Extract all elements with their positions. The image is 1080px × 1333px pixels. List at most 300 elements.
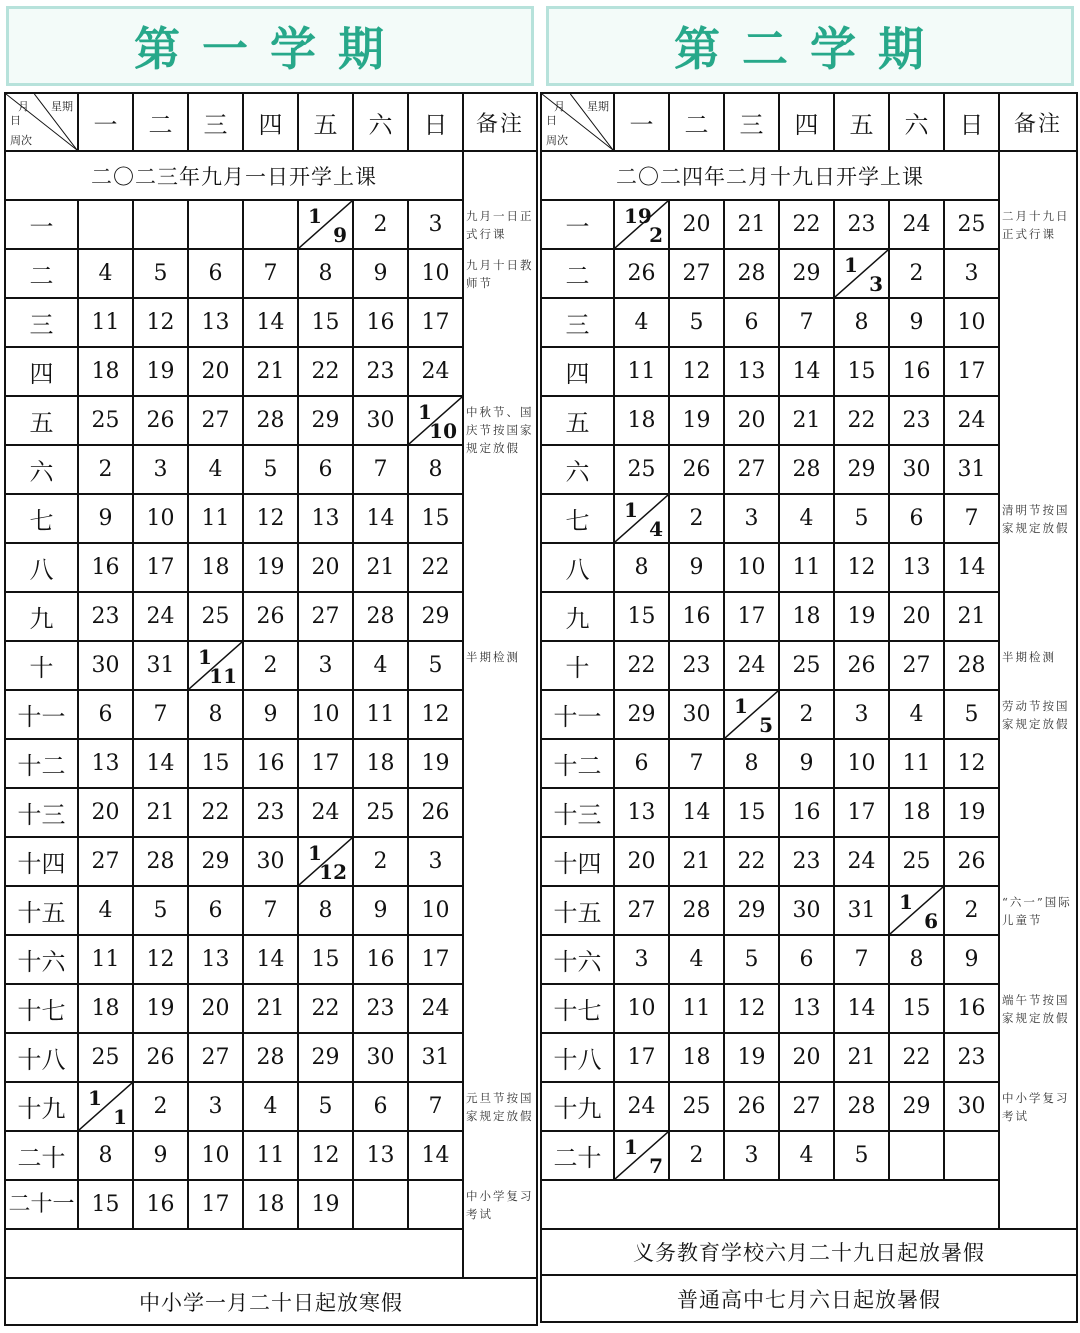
footer-row xyxy=(541,1229,1077,1275)
date-cell: 20 xyxy=(614,837,669,886)
week-number: 三 xyxy=(541,298,614,347)
date-cell: 23 xyxy=(353,984,408,1033)
week-row xyxy=(541,592,1077,641)
weekday-header-row xyxy=(541,93,1077,151)
date-cell: 2 xyxy=(353,200,408,249)
month-number: 1 xyxy=(308,204,322,228)
date-cell: 26 xyxy=(133,396,188,445)
date-cell: 8 xyxy=(889,935,944,984)
corner-weekday-label: 星期 xyxy=(587,100,609,113)
week-row xyxy=(541,788,1077,837)
date-cell xyxy=(78,200,133,249)
day-number: 10 xyxy=(429,419,457,443)
date-cell: 12 xyxy=(669,347,724,396)
week-row xyxy=(541,494,1077,543)
date-cell: 12 xyxy=(133,298,188,347)
date-cell: 18 xyxy=(614,396,669,445)
date-cell xyxy=(243,200,298,249)
date-cell: 10 xyxy=(944,298,999,347)
date-cell: 4 xyxy=(188,445,243,494)
week-number: 十一 xyxy=(541,690,614,739)
week-number: 十一 xyxy=(5,690,78,739)
semester-start-row xyxy=(5,151,537,200)
week-row xyxy=(5,445,537,494)
date-cell: 27 xyxy=(188,1033,243,1082)
week-number: 十九 xyxy=(541,1082,614,1131)
date-cell: 13 xyxy=(779,984,834,1033)
corner-month-label: 月 xyxy=(554,100,565,113)
date-cell: 10 xyxy=(408,249,463,298)
corner-week-number-label: 周次 xyxy=(10,134,32,147)
date-cell: 4 xyxy=(889,690,944,739)
weekday-header: 六 xyxy=(353,93,408,151)
month-start-date xyxy=(299,838,352,885)
date-cell: 21 xyxy=(834,1033,889,1082)
date-cell: 27 xyxy=(889,641,944,690)
date-cell: 24 xyxy=(408,347,463,396)
week-number: 九 xyxy=(5,592,78,641)
date-cell: 22 xyxy=(724,837,779,886)
date-cell: 27 xyxy=(298,592,353,641)
date-cell: 15 xyxy=(78,1180,133,1229)
week-row xyxy=(541,1033,1077,1082)
week-row xyxy=(541,984,1077,1033)
weekday-header: 三 xyxy=(188,93,243,151)
date-cell xyxy=(834,249,889,298)
date-cell: 29 xyxy=(724,886,779,935)
date-cell: 20 xyxy=(188,347,243,396)
date-cell xyxy=(298,837,353,886)
date-cell: 9 xyxy=(889,298,944,347)
corner-month-label: 月 xyxy=(18,100,29,113)
remark-note: 清明节按国家规定放假 xyxy=(1002,503,1070,535)
day-number: 2 xyxy=(649,223,663,247)
date-cell: 26 xyxy=(724,1082,779,1131)
date-cell: 8 xyxy=(834,298,889,347)
date-cell: 23 xyxy=(834,200,889,249)
date-cell: 12 xyxy=(834,543,889,592)
date-cell: 8 xyxy=(78,1131,133,1180)
date-cell: 30 xyxy=(669,690,724,739)
date-cell: 6 xyxy=(614,739,669,788)
week-number: 八 xyxy=(5,543,78,592)
date-cell: 17 xyxy=(408,935,463,984)
date-cell: 2 xyxy=(944,886,999,935)
date-cell: 17 xyxy=(133,543,188,592)
remark-note: 端午节按国家规定放假 xyxy=(1002,993,1070,1025)
week-number: 四 xyxy=(541,347,614,396)
date-cell: 25 xyxy=(188,592,243,641)
day-number: 9 xyxy=(333,223,347,247)
date-cell xyxy=(408,396,463,445)
date-cell: 19 xyxy=(834,592,889,641)
date-cell: 3 xyxy=(408,837,463,886)
date-cell: 25 xyxy=(78,396,133,445)
date-cell: 8 xyxy=(408,445,463,494)
week-number: 十七 xyxy=(5,984,78,1033)
month-number: 1 xyxy=(418,400,432,424)
week-number: 十八 xyxy=(541,1033,614,1082)
week-number: 五 xyxy=(5,396,78,445)
date-cell: 19 xyxy=(133,984,188,1033)
date-cell: 21 xyxy=(133,788,188,837)
date-cell: 9 xyxy=(78,494,133,543)
date-cell: 10 xyxy=(834,739,889,788)
date-cell: 28 xyxy=(243,396,298,445)
date-cell xyxy=(133,200,188,249)
day-number: 4 xyxy=(649,517,663,541)
week-number: 二十一 xyxy=(5,1180,78,1229)
date-cell: 11 xyxy=(353,690,408,739)
date-cell: 13 xyxy=(298,494,353,543)
date-cell xyxy=(614,1131,669,1180)
date-cell: 30 xyxy=(353,396,408,445)
semester-start-banner: 二〇二四年二月十九日开学上课 xyxy=(541,151,999,200)
date-cell: 13 xyxy=(724,347,779,396)
week-row xyxy=(5,935,537,984)
date-cell: 19 xyxy=(133,347,188,396)
date-cell: 28 xyxy=(133,837,188,886)
date-cell: 31 xyxy=(834,886,889,935)
date-cell: 3 xyxy=(944,249,999,298)
date-cell: 29 xyxy=(779,249,834,298)
date-cell: 4 xyxy=(614,298,669,347)
date-cell: 16 xyxy=(353,298,408,347)
spacer-cell xyxy=(541,1180,999,1229)
date-cell: 27 xyxy=(188,396,243,445)
date-cell: 10 xyxy=(298,690,353,739)
week-row xyxy=(5,200,537,249)
date-cell: 28 xyxy=(669,886,724,935)
date-cell: 28 xyxy=(243,1033,298,1082)
date-cell: 24 xyxy=(614,1082,669,1131)
date-cell: 20 xyxy=(724,396,779,445)
date-cell: 14 xyxy=(133,739,188,788)
date-cell: 5 xyxy=(724,935,779,984)
week-row xyxy=(5,886,537,935)
date-cell: 20 xyxy=(889,592,944,641)
date-cell: 17 xyxy=(834,788,889,837)
remark-note: 九月一日正式行课 xyxy=(466,209,534,241)
date-cell: 24 xyxy=(834,837,889,886)
date-cell: 17 xyxy=(408,298,463,347)
date-cell: 5 xyxy=(834,494,889,543)
date-cell: 7 xyxy=(133,690,188,739)
date-cell: 24 xyxy=(724,641,779,690)
date-cell: 15 xyxy=(834,347,889,396)
date-cell: 26 xyxy=(243,592,298,641)
date-cell: 26 xyxy=(133,1033,188,1082)
remarks-header: 备注 xyxy=(999,93,1077,151)
date-cell: 2 xyxy=(669,494,724,543)
month-number: 1 xyxy=(734,694,748,718)
date-cell: 15 xyxy=(614,592,669,641)
date-cell: 16 xyxy=(133,1180,188,1229)
date-cell: 9 xyxy=(669,543,724,592)
date-cell: 15 xyxy=(724,788,779,837)
date-cell: 22 xyxy=(889,1033,944,1082)
day-number: 11 xyxy=(209,664,237,688)
date-cell: 20 xyxy=(188,984,243,1033)
date-cell: 14 xyxy=(779,347,834,396)
date-cell: 2 xyxy=(133,1082,188,1131)
date-cell: 19 xyxy=(298,1180,353,1229)
week-number: 十二 xyxy=(5,739,78,788)
date-cell: 8 xyxy=(614,543,669,592)
date-cell: 17 xyxy=(724,592,779,641)
date-cell: 14 xyxy=(353,494,408,543)
date-cell: 19 xyxy=(724,1033,779,1082)
date-cell: 13 xyxy=(353,1131,408,1180)
date-cell: 12 xyxy=(944,739,999,788)
week-row xyxy=(541,739,1077,788)
date-cell: 7 xyxy=(243,249,298,298)
date-cell: 18 xyxy=(669,1033,724,1082)
week-number: 十三 xyxy=(541,788,614,837)
week-row xyxy=(541,298,1077,347)
week-number: 八 xyxy=(541,543,614,592)
date-cell xyxy=(408,1180,463,1229)
date-cell xyxy=(353,1180,408,1229)
date-cell: 12 xyxy=(298,1131,353,1180)
week-number: 十五 xyxy=(5,886,78,935)
date-cell: 23 xyxy=(944,1033,999,1082)
month-start-date xyxy=(409,397,462,444)
day-number: 5 xyxy=(759,713,773,737)
week-row xyxy=(5,543,537,592)
semester-1-title: 第一学期 xyxy=(6,6,534,86)
date-cell: 9 xyxy=(353,886,408,935)
date-cell: 10 xyxy=(724,543,779,592)
date-cell: 19 xyxy=(408,739,463,788)
week-row xyxy=(541,886,1077,935)
date-cell: 20 xyxy=(78,788,133,837)
date-cell: 14 xyxy=(243,935,298,984)
spacer-row xyxy=(541,1180,1077,1229)
date-cell: 15 xyxy=(408,494,463,543)
week-row xyxy=(5,494,537,543)
date-cell: 5 xyxy=(834,1131,889,1180)
week-row xyxy=(5,592,537,641)
date-cell: 28 xyxy=(353,592,408,641)
date-cell: 17 xyxy=(188,1180,243,1229)
week-number: 二 xyxy=(5,249,78,298)
day-number: 1 xyxy=(113,1105,127,1129)
date-cell xyxy=(614,200,669,249)
date-cell: 21 xyxy=(724,200,779,249)
date-cell: 22 xyxy=(834,396,889,445)
date-cell: 19 xyxy=(944,788,999,837)
week-row xyxy=(5,1033,537,1082)
month-start-date xyxy=(189,642,242,689)
week-number: 十 xyxy=(5,641,78,690)
date-cell: 15 xyxy=(188,739,243,788)
week-number: 五 xyxy=(541,396,614,445)
date-cell xyxy=(944,1131,999,1180)
remark-note: “六一”国际儿童节 xyxy=(1002,895,1072,927)
date-cell: 26 xyxy=(669,445,724,494)
date-cell: 21 xyxy=(669,837,724,886)
date-cell: 12 xyxy=(724,984,779,1033)
week-number: 二十 xyxy=(5,1131,78,1180)
date-cell: 20 xyxy=(298,543,353,592)
week-row xyxy=(5,837,537,886)
date-cell: 6 xyxy=(889,494,944,543)
date-cell: 29 xyxy=(408,592,463,641)
date-cell: 12 xyxy=(133,935,188,984)
date-cell: 15 xyxy=(889,984,944,1033)
month-number: 1 xyxy=(844,253,858,277)
date-cell: 12 xyxy=(408,690,463,739)
date-cell: 6 xyxy=(353,1082,408,1131)
date-cell: 25 xyxy=(353,788,408,837)
weekday-header: 日 xyxy=(944,93,999,151)
week-row xyxy=(5,1180,537,1229)
weekday-header: 四 xyxy=(779,93,834,151)
date-cell: 28 xyxy=(944,641,999,690)
day-number: 7 xyxy=(649,1154,663,1178)
week-row xyxy=(5,1082,537,1131)
date-cell: 15 xyxy=(298,935,353,984)
date-cell: 6 xyxy=(724,298,779,347)
date-cell: 16 xyxy=(78,543,133,592)
date-cell: 3 xyxy=(834,690,889,739)
weekday-header: 四 xyxy=(243,93,298,151)
week-number: 十四 xyxy=(5,837,78,886)
date-cell: 16 xyxy=(944,984,999,1033)
month-number: 1 xyxy=(624,498,638,522)
week-row xyxy=(541,347,1077,396)
date-cell: 7 xyxy=(669,739,724,788)
month-start-date xyxy=(615,1132,668,1179)
date-cell: 8 xyxy=(298,249,353,298)
week-number: 十九 xyxy=(5,1082,78,1131)
date-cell: 14 xyxy=(243,298,298,347)
week-row xyxy=(541,837,1077,886)
remarks-column xyxy=(999,151,1077,1229)
footer-row xyxy=(5,1278,537,1325)
date-cell: 11 xyxy=(669,984,724,1033)
date-cell: 5 xyxy=(669,298,724,347)
date-cell: 9 xyxy=(779,739,834,788)
week-row xyxy=(5,984,537,1033)
date-cell: 26 xyxy=(944,837,999,886)
date-cell: 29 xyxy=(834,445,889,494)
date-cell: 2 xyxy=(889,249,944,298)
month-number: 1 xyxy=(624,1135,638,1159)
date-cell: 7 xyxy=(243,886,298,935)
weekday-header: 二 xyxy=(133,93,188,151)
weekday-header: 二 xyxy=(669,93,724,151)
date-cell: 25 xyxy=(669,1082,724,1131)
week-row xyxy=(5,690,537,739)
week-number: 一 xyxy=(541,200,614,249)
date-cell: 27 xyxy=(614,886,669,935)
date-cell: 2 xyxy=(779,690,834,739)
date-cell: 10 xyxy=(188,1131,243,1180)
date-cell: 24 xyxy=(408,984,463,1033)
date-cell: 29 xyxy=(614,690,669,739)
month-number: 1 xyxy=(198,645,212,669)
date-cell: 24 xyxy=(889,200,944,249)
date-cell xyxy=(188,200,243,249)
date-cell xyxy=(78,1082,133,1131)
date-cell: 15 xyxy=(298,298,353,347)
date-cell: 13 xyxy=(188,298,243,347)
date-cell: 7 xyxy=(353,445,408,494)
month-number: 1 xyxy=(88,1086,102,1110)
week-number: 十二 xyxy=(541,739,614,788)
date-cell: 11 xyxy=(78,935,133,984)
date-cell: 22 xyxy=(298,347,353,396)
month-start-date xyxy=(835,250,888,297)
date-cell: 2 xyxy=(669,1131,724,1180)
date-cell: 21 xyxy=(243,347,298,396)
date-cell xyxy=(614,494,669,543)
spacer-row xyxy=(5,1229,537,1278)
remarks-column xyxy=(463,151,537,1278)
date-cell: 26 xyxy=(834,641,889,690)
remark-note: 二月十九日正式行课 xyxy=(1002,209,1070,241)
date-cell: 17 xyxy=(944,347,999,396)
date-cell: 4 xyxy=(78,249,133,298)
weekday-header-row xyxy=(5,93,537,151)
date-cell: 27 xyxy=(669,249,724,298)
semester-start-banner: 二〇二三年九月一日开学上课 xyxy=(5,151,463,200)
footer-note: 普通高中七月六日起放暑假 xyxy=(541,1275,1077,1322)
footer-row xyxy=(541,1275,1077,1322)
week-number: 十七 xyxy=(541,984,614,1033)
month-start-date xyxy=(79,1083,132,1130)
date-cell: 14 xyxy=(834,984,889,1033)
footer-note: 义务教育学校六月二十九日起放暑假 xyxy=(541,1229,1077,1275)
date-cell: 5 xyxy=(133,886,188,935)
date-cell: 25 xyxy=(944,200,999,249)
remark-note: 中秋节、国庆节按国家规定放假 xyxy=(466,405,534,455)
date-cell xyxy=(724,690,779,739)
date-cell: 16 xyxy=(669,592,724,641)
week-number: 十六 xyxy=(541,935,614,984)
semester-1-calendar-table xyxy=(4,92,538,1326)
remark-note: 中小学复习考试 xyxy=(466,1189,534,1221)
remark-note: 劳动节按国家规定放假 xyxy=(1002,699,1070,731)
date-cell: 18 xyxy=(779,592,834,641)
date-cell: 27 xyxy=(78,837,133,886)
remark-note: 半期检测 xyxy=(466,650,520,664)
date-cell: 5 xyxy=(408,641,463,690)
date-cell: 9 xyxy=(243,690,298,739)
date-cell: 21 xyxy=(353,543,408,592)
week-row xyxy=(541,935,1077,984)
weekday-header: 日 xyxy=(408,93,463,151)
date-cell: 25 xyxy=(779,641,834,690)
week-row xyxy=(541,200,1077,249)
date-cell: 21 xyxy=(243,984,298,1033)
date-cell: 30 xyxy=(779,886,834,935)
date-cell: 27 xyxy=(779,1082,834,1131)
month-start-date xyxy=(890,887,943,934)
month-number: 1 xyxy=(308,841,322,865)
date-cell: 5 xyxy=(243,445,298,494)
date-cell: 10 xyxy=(408,886,463,935)
date-cell: 22 xyxy=(188,788,243,837)
corner-day-label: 日 xyxy=(10,114,21,127)
weekday-header: 五 xyxy=(834,93,889,151)
date-cell: 16 xyxy=(779,788,834,837)
date-cell: 13 xyxy=(614,788,669,837)
date-cell: 6 xyxy=(188,886,243,935)
date-cell: 24 xyxy=(133,592,188,641)
